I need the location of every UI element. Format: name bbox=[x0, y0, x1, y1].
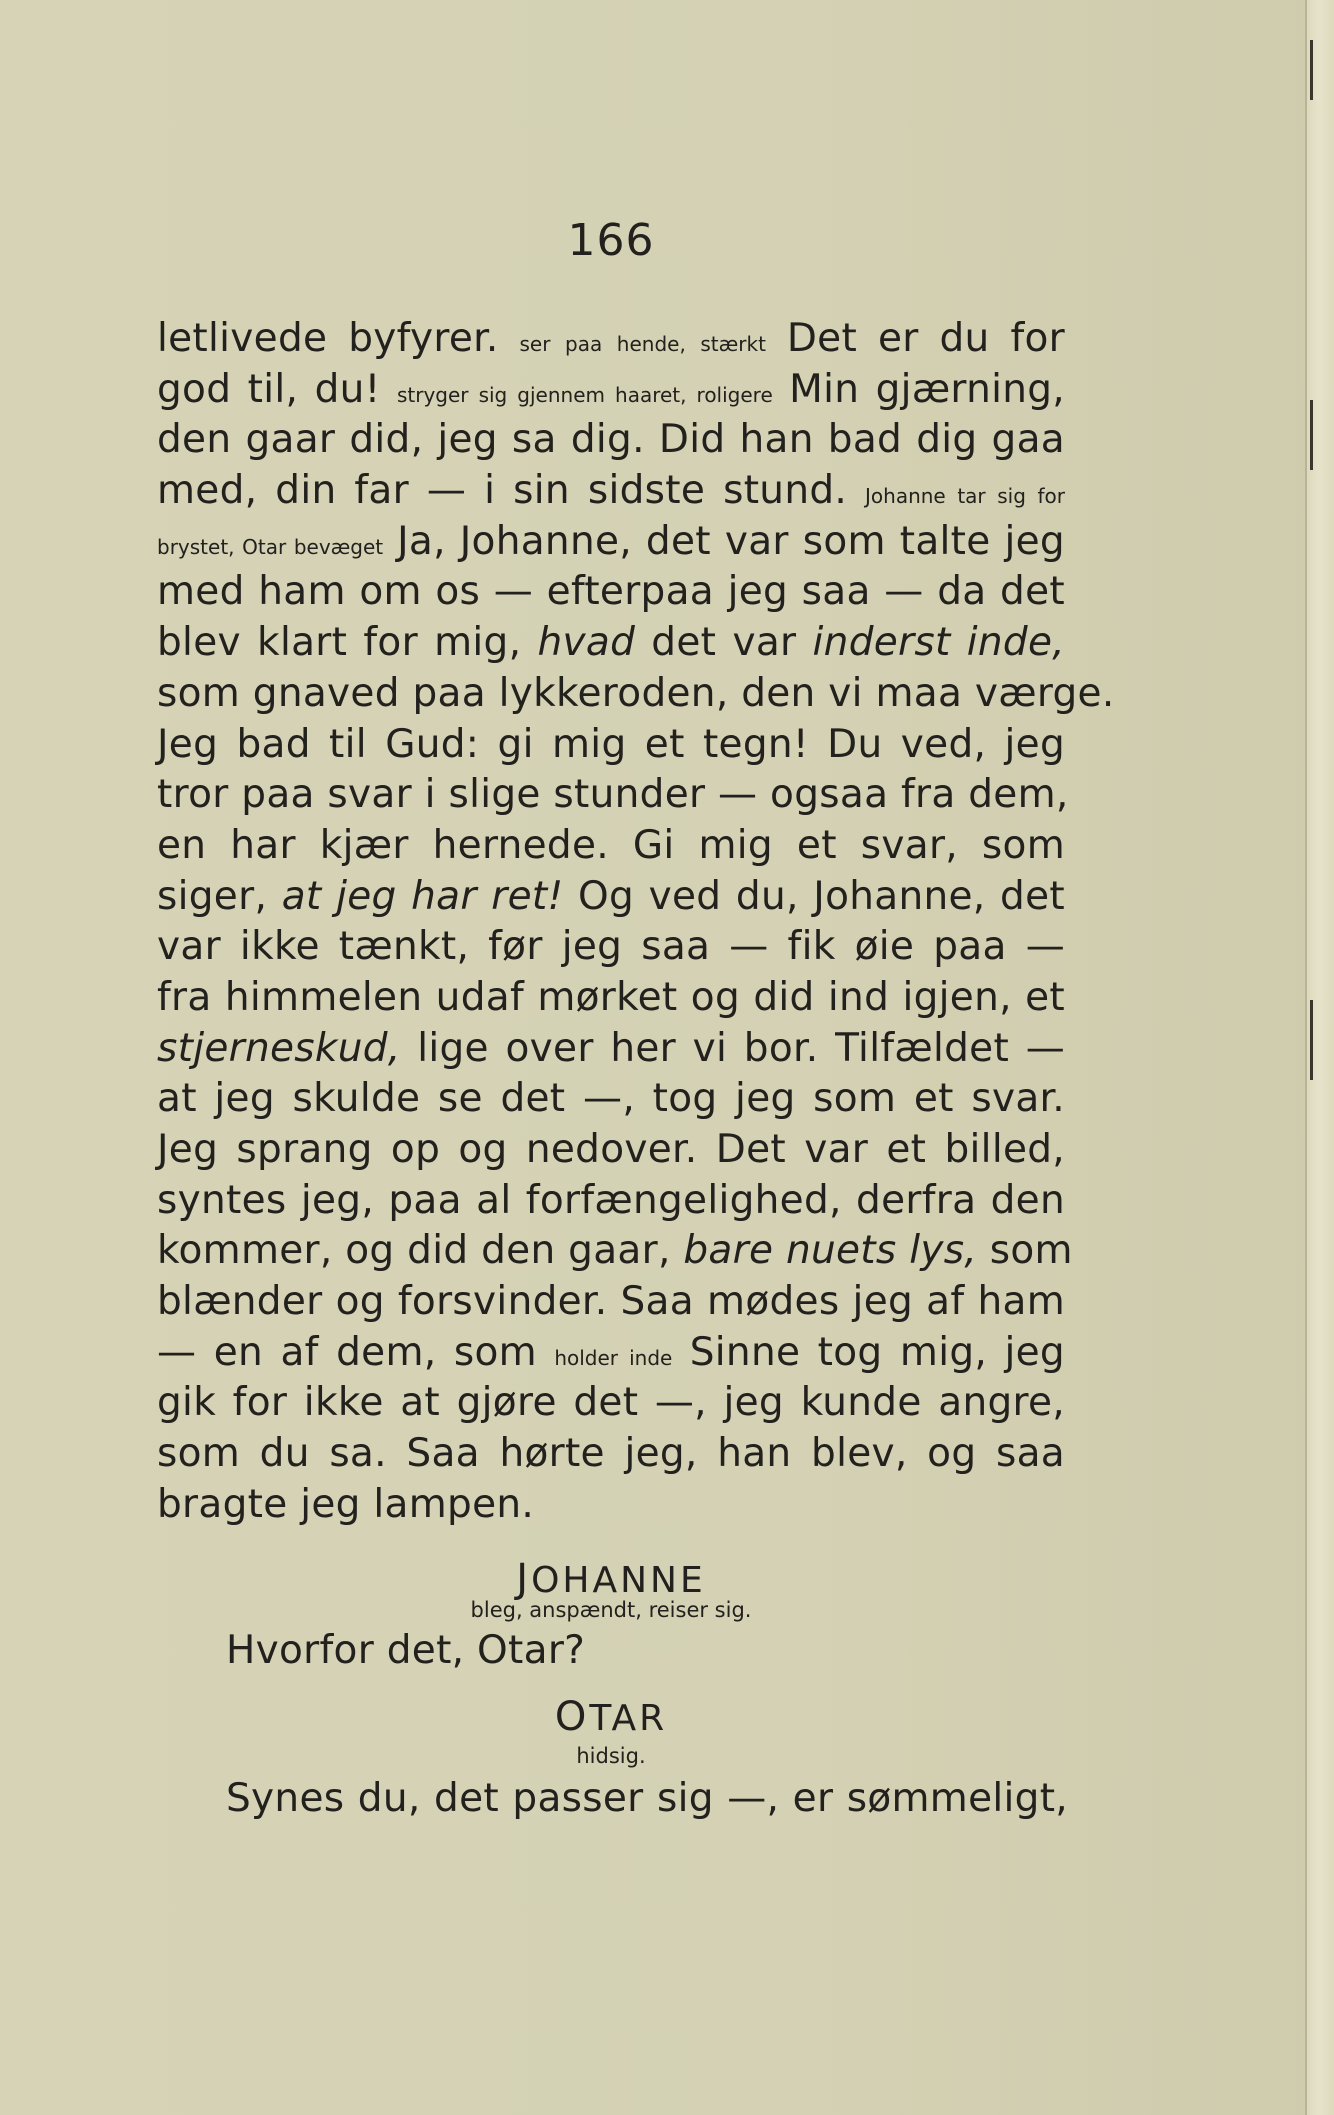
text-line bbox=[157, 922, 1065, 973]
stage-direction: Johanne tar sig for bbox=[865, 484, 1065, 509]
text-segment: Og ved du, Johanne, det bbox=[563, 873, 1065, 919]
text-segment: Jeg sprang op og nedover. Det var et billed, bbox=[157, 1127, 1065, 1172]
stage-direction: stryger sig gjennem haaret, roligere bbox=[396, 382, 773, 407]
text-line bbox=[157, 1024, 1065, 1075]
text-segment: den gaar did, jeg sa dig. Did han bad dig gaa bbox=[157, 417, 1065, 463]
text-segment: bragte jeg lampen. bbox=[157, 1481, 535, 1527]
text-segment: lige over her vi bor. Tilfældet — bbox=[400, 1025, 1065, 1071]
text-segment: med, din far — i sin sidste stund. bbox=[157, 468, 866, 514]
edge-mark bbox=[1310, 40, 1313, 100]
emphasis: hvad bbox=[537, 620, 636, 666]
text-line bbox=[157, 365, 1065, 416]
stage-direction: holder inde bbox=[554, 1345, 673, 1370]
text-segment: var ikke tænkt, før jeg saa — fik øie paa — bbox=[157, 924, 1065, 970]
text-segment: en har kjær hernede. Gi mig et svar, som bbox=[157, 822, 1065, 868]
text-line bbox=[157, 720, 1065, 771]
text-line bbox=[157, 1125, 1065, 1176]
text-segment: gik for ikke at gjøre det —, jeg kunde angre, bbox=[157, 1380, 1065, 1426]
text-segment: som du sa. Saa hørte jeg, han blev, og saa bbox=[157, 1431, 1065, 1477]
speaker-rest: TAR bbox=[589, 1698, 668, 1739]
text-segment: — en af dem, som bbox=[157, 1329, 555, 1375]
text-segment: blænder og forsvinder. Saa mødes jeg af ham bbox=[157, 1279, 1065, 1325]
text-line bbox=[157, 1328, 1065, 1379]
text-segment: blev klart for mig, bbox=[157, 620, 538, 666]
speaker-name bbox=[0, 1694, 1222, 1740]
text-segment: Sinne tog mig, jeg bbox=[672, 1329, 1065, 1375]
emphasis: at jeg har ret! bbox=[281, 873, 564, 919]
text-line bbox=[157, 567, 1065, 618]
text-segment: at jeg skulde se det —, tog jeg som et svar. bbox=[157, 1076, 1065, 1122]
edge-mark bbox=[1310, 400, 1313, 470]
text-line bbox=[157, 1429, 1065, 1480]
text-line bbox=[157, 669, 1115, 720]
stage-direction: brystet, Otar bevæget bbox=[157, 534, 384, 559]
text-line bbox=[157, 1480, 1065, 1531]
text-line bbox=[157, 872, 1065, 923]
text-line bbox=[157, 1378, 1065, 1429]
emphasis: stjerneskud, bbox=[157, 1025, 401, 1071]
edge-mark bbox=[1310, 1000, 1313, 1080]
text-segment: tror paa svar i slige stunder — ogsaa fra dem, bbox=[157, 772, 1069, 818]
text-segment: Ja, Johanne, det var som talte jeg bbox=[383, 518, 1065, 564]
speech-line: Synes du, det passer sig —, er sømmeligt, bbox=[226, 1776, 1068, 1821]
emphasis: bare nuets lys, bbox=[683, 1228, 978, 1274]
speaker-rest: OHANNE bbox=[531, 1560, 706, 1601]
stage-direction: ser paa hende, stærkt bbox=[519, 332, 766, 356]
text-segment: som bbox=[977, 1228, 1073, 1274]
text-line bbox=[157, 973, 1065, 1024]
speaker-name bbox=[0, 1556, 1222, 1602]
page-number: 166 bbox=[567, 215, 655, 266]
text-segment: kommer, og did den gaar, bbox=[157, 1228, 684, 1274]
text-segment: fra himmelen udaf mørket og did ind igjen, et bbox=[157, 974, 1065, 1020]
text-line bbox=[157, 1277, 1065, 1328]
text-line bbox=[157, 466, 1065, 517]
text-segment: syntes jeg, paa al forfængelighed, derfra den bbox=[157, 1177, 1065, 1223]
speaker-initial: O bbox=[554, 1694, 590, 1740]
text-segment: letlivede byfyrer. bbox=[157, 316, 520, 361]
text-line bbox=[157, 1074, 1065, 1125]
stage-direction: hidsig. bbox=[576, 1744, 646, 1768]
text-segment: med ham om os — efterpaa jeg saa — da det bbox=[157, 569, 1065, 615]
text-line bbox=[157, 821, 1065, 872]
text-line bbox=[157, 770, 1069, 821]
text-segment: god til, du! bbox=[157, 366, 397, 412]
stage-direction: bleg, anspændt, reiser sig. bbox=[470, 1598, 752, 1622]
text-line bbox=[157, 618, 1065, 669]
text-segment: Min gjærning, bbox=[772, 366, 1065, 412]
speech-line: Hvorfor det, Otar? bbox=[226, 1628, 586, 1673]
text-line bbox=[157, 314, 1065, 365]
text-line bbox=[157, 1226, 1073, 1277]
text-segment: det var bbox=[635, 620, 813, 666]
text-line bbox=[157, 1176, 1065, 1227]
emphasis: inderst inde, bbox=[812, 620, 1065, 666]
text-line bbox=[157, 517, 1065, 568]
text-segment: siger, bbox=[157, 873, 282, 919]
text-segment: som gnaved paa lykkeroden, den vi maa værge. bbox=[157, 670, 1115, 716]
text-segment: Jeg bad til Gud: gi mig et tegn! Du ved, jeg bbox=[157, 721, 1065, 767]
body-text bbox=[157, 314, 1115, 1531]
speaker-initial: J bbox=[516, 1556, 532, 1602]
text-segment: Det er du for bbox=[765, 316, 1066, 361]
text-line bbox=[157, 415, 1065, 466]
